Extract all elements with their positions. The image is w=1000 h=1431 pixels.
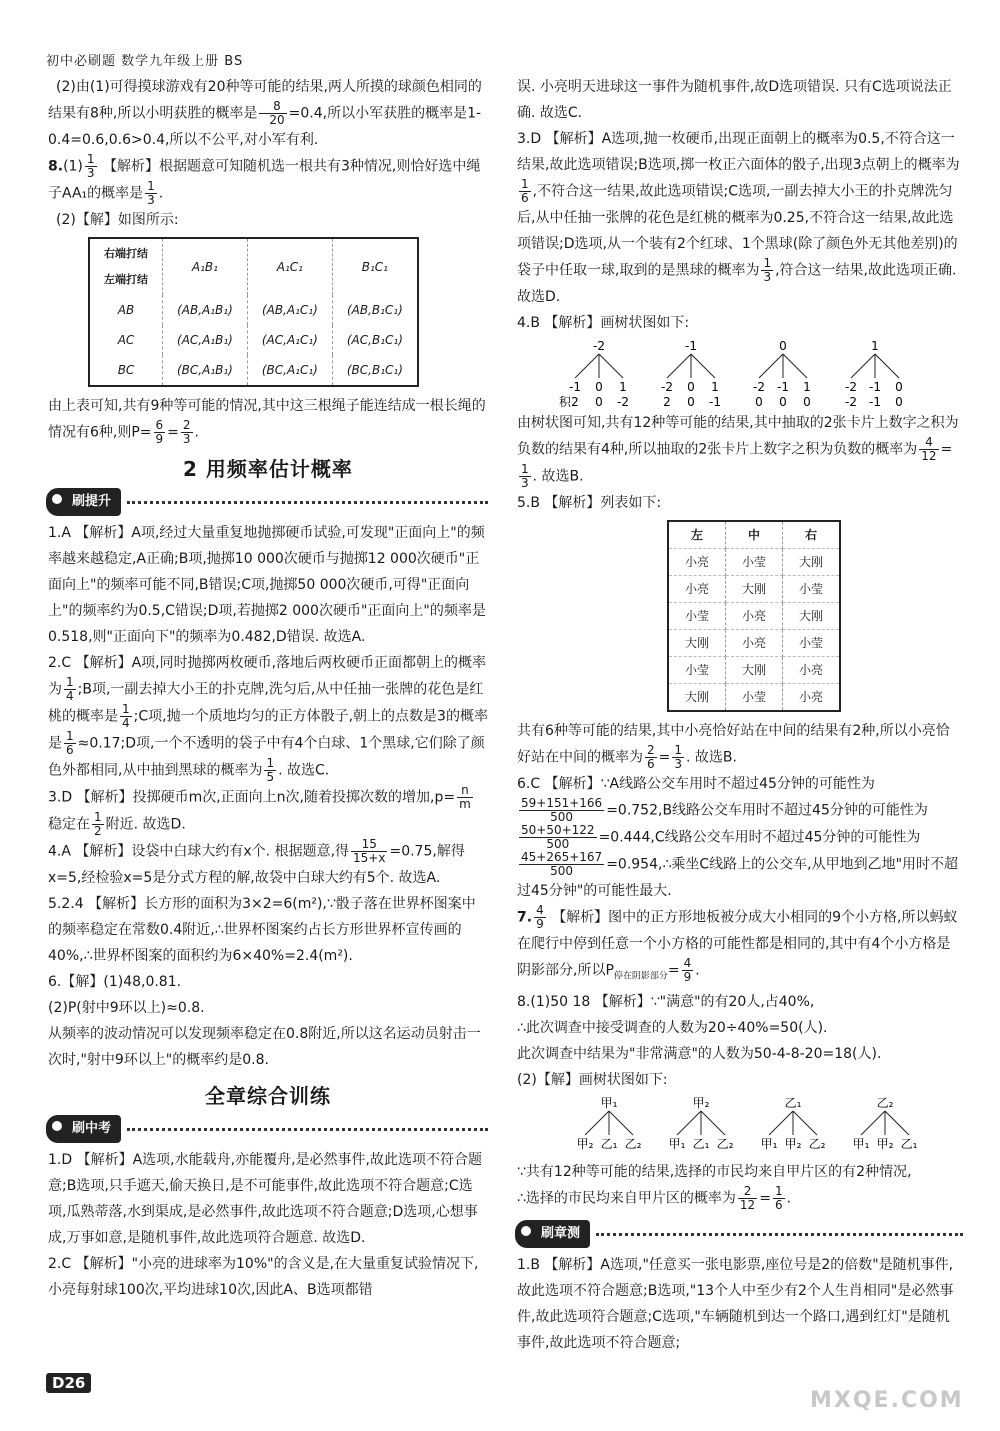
tree-product: -1: [709, 395, 721, 409]
exam-answer-8-line1: 8.(1)50 18 【解析】∵"满意"的有20人,占40%,: [517, 994, 815, 1011]
answer-5: 5.2.4 【解析】长方形的面积为3×2=6(m²),∵骰子落在世界杯图案中的频率稳定在常数0.4附近,∴世界杯图案约占长方形世界杯宣传画的40%,∴世界杯图案的面积约为6×40%=2.4(m²).: [48, 896, 476, 964]
exam-answer-7: 7. $\frac{4}{9}$ 【解析】图中的正方形地板被分成大小相同的9个小方格,所以蚂蚁在爬行中停到任意一个小方格的可能性都是相同的,其中有4个小方格是阴影部分,所以$P_{停在阴影部分}=$ $\frac{4}{9}$ .: [517, 903, 958, 984]
page-number: D26: [46, 1373, 91, 1393]
chapter-test-answer-1: 1.B 【解析】A选项,"任意买一张电影票,座位号是2的倍数"是随机事件,故此选项不符合题意;B选项,"13个人中至少有2个人生肖相同"是必然事件,故此选项符合题意;C选项,"车辆随机到达一个路口,遇到红灯"是随机事件,故此选项不符合题意;: [517, 1257, 954, 1352]
table-row: BC (BC,A₁B₁) (BC,A₁C₁) (BC,B₁C₁): [89, 355, 418, 386]
tree-branch: [691, 354, 715, 378]
answer-3: 3.D 【解析】投掷硬币m次,正面向上n次,随着投掷次数的增加,p= $\frac{n}{m}$ 稳定在 $\frac{1}{2}$ 附近. 故选D.: [48, 783, 471, 838]
tree-leaf: 乙₁: [900, 1137, 918, 1152]
table-row: 小莹 小亮 大刚: [668, 603, 840, 630]
tree-leaf: 0: [895, 380, 903, 394]
tree-leaf: 乙₂: [624, 1137, 642, 1152]
left-column: [48, 74, 488, 1303]
exam-answer-2-cont: 误. 小亮明天进球这一事件为随机事件,故D选项错误. 只有C选项说法正确. 故选C.: [517, 79, 952, 121]
tree-branch: [769, 1111, 793, 1135]
exam-answer-6: 6.C 【解析】∵A线路公交车用时不超过45分钟的可能性为 $\frac{59+151+166}{500}$ =0.752,B线路公交车用时不超过45分钟的可能性为 $\frac{50+50+122}{500}$ =0.444,C线路公交车用时不超过45分钟的可能性为 $\frac{45+265+167}{500}$ =0.954,∴乘坐C线路上的公交车,从甲地到乙地"用时不超过45分钟"的可能性最大.: [517, 776, 959, 899]
tree-leaf: 0: [595, 380, 603, 394]
table-row: 小亮 小莹 大刚: [668, 549, 840, 576]
exam-answer-4: 4.B 【解析】画树状图如下:: [517, 315, 690, 331]
tree-diagram-products: [557, 338, 997, 410]
tree-leaf: 1: [803, 380, 811, 394]
tree-root: 甲₂: [692, 1096, 710, 1111]
q8-part3: 由上表可知,共有9种等可能的情况,其中这三根绳子能连结成一根长绳的情况有6种,则P= $\frac{6}{9}$ = $\frac{2}{3}$ .: [48, 398, 486, 446]
tree-leaf: 甲₁: [668, 1137, 686, 1152]
tree-leaf: 乙₁: [600, 1137, 618, 1152]
exam-answer-8-line4: (2)【解】画树状图如下:: [517, 1072, 668, 1089]
tree-branch: [599, 354, 623, 378]
exam-answer-8-line2: ∴此次调查中接受调查的人数为20÷40%=50(人).: [517, 1020, 828, 1037]
tree-leaf: -2: [845, 380, 857, 394]
tree-branch: [667, 354, 691, 378]
tree-leaf: -1: [777, 380, 789, 394]
section-tag: 刷中考: [46, 1115, 488, 1143]
section-title: 全章综合训练: [205, 1084, 331, 1108]
table-corner: 右端打结 左端打结: [89, 238, 163, 295]
table-row: AB (AB,A₁B₁) (AB,A₁C₁) (AB,B₁C₁): [89, 295, 418, 325]
exam-answer-1: 1.D 【解析】A选项,水能载舟,亦能覆舟,是必然事件,故此选项不符合题意;B选项,只手遮天,偷天换日,是不可能事件,故此选项不符合题意;C选项,瓜熟蒂落,水到渠成,是必然事件,故此选项不符合题意;D选项,心想事成,万事如意,是随机事件,故此选项符合题意. 故选D.: [48, 1152, 482, 1246]
col-header: A₁C₁: [247, 238, 332, 295]
answer-6-part2: (2)P(射中9环以上)≈0.8.: [48, 1000, 205, 1016]
tree-root: -1: [685, 339, 697, 353]
answer-6-part1: 6.【解】(1)48,0.81.: [48, 974, 182, 990]
tree-root: 1: [871, 339, 879, 353]
knot-table: [88, 237, 419, 387]
tree-branch: [609, 1111, 633, 1135]
tree-root: -2: [593, 339, 605, 353]
tree-leaf: 1: [619, 380, 627, 394]
page-header: 初中必刷题 数学九年级上册 BS: [46, 54, 244, 69]
tree-product-label: 积: [559, 395, 572, 409]
tree-branch: [677, 1111, 701, 1135]
q8-part1: 8.(1) $\frac{1}{3}$ 【解析】根据题意可知随机选一根共有3种情况,则恰好选中绳子AA₁的概率是 $\frac{1}{3}$ .: [48, 152, 481, 207]
arrangement-table: 左 中 右 小亮 小莹 大刚 小亮 大刚 小莹 小莹 小亮 大刚 大刚 小亮 小莹 小莹 大刚 小亮 大刚 小莹 小亮: [667, 520, 841, 712]
fraction: $\frac{8}{20}$: [259, 100, 286, 127]
tree-root: 0: [779, 339, 787, 353]
tree-branch: [575, 354, 599, 378]
tree-branch: [759, 354, 783, 378]
exam-answer-8-line6: ∴选择的市民均来自甲片区的概率为 $\frac{2}{12}$ = $\frac{1}{6}$ .: [517, 1184, 792, 1213]
tree-leaf: 甲₁: [760, 1137, 778, 1152]
tree-root: 甲₁: [600, 1096, 618, 1111]
table-row: 大刚 小亮 小莹: [668, 630, 840, 657]
right-column: [517, 74, 963, 1356]
tree-product: 0: [895, 395, 903, 409]
section-title: 2 用频率估计概率: [183, 457, 353, 481]
col-header: A₁B₁: [163, 238, 248, 295]
watermark: MXQE.COM: [810, 1388, 964, 1413]
tree-branch: [861, 1111, 885, 1135]
tree-product: -1: [869, 395, 881, 409]
q8-part2: (2)【解】如图所示:: [56, 212, 179, 228]
exam-answer-8-line5: ∵共有12种等可能的结果,选择的市民均来自甲片区的有2种情况,: [517, 1164, 912, 1181]
tree-root: 乙₂: [876, 1096, 894, 1111]
answer-6-part3: 从频率的波动情况可以发现频率稳定在0.8附近,所以这名运动员射击一次时,"射中9环以上"的概率约是0.8.: [48, 1026, 481, 1068]
tree-leaf: -1: [869, 380, 881, 394]
tree-product: 2: [663, 395, 671, 409]
tree-branch: [783, 354, 807, 378]
exam-answer-5-cont: 共有6种等可能的结果,其中小亮恰好站在中间的结果有2种,所以小亮恰好站在中间的概率为 $\frac{2}{6}$ = $\frac{1}{3}$ . 故选B.: [517, 723, 950, 771]
answer-1: 1.A 【解析】A项,经过大量重复地抛掷硬币试验,可发现"正面向上"的频率越来越稳定,A正确;B项,抛掷10 000次硬币与抛掷12 000次硬币"正面向上"的频率可能不同,B错误;C项,抛掷50 000次硬币,可得"正面向上"的频率约为0.5,C错误;D项,若抛掷2 000次硬币"正面向上"的频率是0.518,则"正面向下"的频率为0.482,D错误. 故选A.: [48, 525, 486, 645]
tree-leaf: -2: [753, 380, 765, 394]
tree-branch: [885, 1111, 909, 1135]
tree-leaf: 甲₁: [852, 1137, 870, 1152]
fraction: $\frac{1}{3}$: [86, 152, 95, 180]
tree-product: 0: [687, 395, 695, 409]
tree-leaf: 乙₂: [716, 1137, 734, 1152]
table-row: 小亮 大刚 小莹: [668, 576, 840, 603]
col-header: B₁C₁: [361, 260, 388, 274]
tree-leaf: -1: [569, 380, 581, 394]
answer-4: 4.A 【解析】设袋中白球大约有x个. 根据题意,得 $\frac{15}{15+x}$ =0.75,解得x=5,经检验x=5是分式方程的解,故袋中白球大约有5个. 故选A.: [48, 837, 465, 886]
exam-answer-3: 3.D 【解析】A选项,抛一枚硬币,出现正面朝上的概率为0.5,不符合这一结果,故此选项错误;B选项,掷一枚正六面体的骰子,出现3点朝上的概率为 $\frac{1}{6}$ ,不符合这一结果,故此选项错误;C选项,一副去掉大小王的扑克牌洗匀后,从中任抽一张牌的花色是红桃的概率为0.25,不符合这一结果,故此选项错误;D选项,从一个装有2个红球、1个黑球(除了颜色外无其他差别)的袋子中任取一球,取到的是黑球的概率为 $\frac{1}{3}$ ,符合这一结果,故此选项正确. 故选D.: [517, 131, 960, 305]
q7-part2: (2)由(1)可得摸球游戏有20种等可能的结果,两人所摸的球颜色相同的结果有8种,所以小明获胜的概率是 $\frac{8}{20}$ =0.4,所以小军获胜的概率是1-0.4=0.6,0.6>0.4,所以不公平,对小军有利.: [48, 79, 482, 148]
tree-leaf: -2: [661, 380, 673, 394]
table-row: 大刚 小莹 小亮: [668, 684, 840, 712]
tree-product: 0: [755, 395, 763, 409]
exam-answer-2: 2.C 【解析】"小亮的进球率为10%"的含义是,在大量重复试验情况下,小亮每射球100次,平均进球10次,因此A、B选项都错: [48, 1256, 479, 1298]
tree-leaf: 乙₂: [808, 1137, 826, 1152]
tree-product: 0: [803, 395, 811, 409]
tree-product: 0: [595, 395, 603, 409]
tree-product: 0: [779, 395, 787, 409]
tree-branch: [793, 1111, 817, 1135]
tree-root: 乙₁: [784, 1096, 802, 1111]
tree-diagram-districts: [567, 1095, 1000, 1157]
tree-branch: [875, 354, 899, 378]
exam-answer-8-line3: 此次调查中结果为"非常满意"的人数为50-4-8-20=18(人).: [517, 1046, 882, 1063]
exam-answer-4-cont: 由树状图可知,共有12种等可能的结果,其中抽取的2张卡片上数字之积为负数的结果有4种,所以抽取的2张卡片上数字之积为负数的概率为 $\frac{4}{12}$ = $\frac{1}{3}$ . 故选B.: [517, 415, 959, 490]
tree-product: -2: [617, 395, 629, 409]
tree-product: -2: [845, 395, 857, 409]
tree-leaf: 1: [711, 380, 719, 394]
answer-2: 2.C 【解析】A项,同时抛掷两枚硬币,落地后两枚硬币正面都朝上的概率为 $\frac{1}{4}$ ;B项,一副去掉大小王的扑克牌,洗匀后,从中任抽一张牌的花色是红桃的概率是 $\frac{1}{4}$ ;C项,抛一个质地均匀的正方体骰子,朝上的点数是3的概率是 $\frac{1}{6}$ ≈0.17;D项,一个不透明的袋子中有4个白球、1个黑球,它们除了颜色外都相同,从中抽到黑球的概率为 $\frac{1}{5}$ . 故选C.: [48, 655, 488, 784]
fraction: $\frac{1}{3}$: [147, 179, 155, 207]
tree-leaf: 甲₂: [784, 1137, 802, 1152]
tree-leaf: 乙₁: [692, 1137, 710, 1152]
exam-answer-5: 5.B 【解析】列表如下:: [517, 495, 662, 511]
tree-leaf: 甲₂: [576, 1137, 594, 1152]
tree-branch: [585, 1111, 609, 1135]
tree-branch: [851, 354, 875, 378]
tree-leaf: 0: [687, 380, 695, 394]
table-row: 小莹 大刚 小亮: [668, 657, 840, 684]
section-tag: 刷提升: [46, 488, 488, 516]
section-tag: 刷章测: [515, 1220, 963, 1248]
tree-leaf: 甲₂: [876, 1137, 894, 1152]
tree-product: 2: [571, 395, 579, 409]
tree-branch: [701, 1111, 725, 1135]
table-row: AC (AC,A₁B₁) (AC,A₁C₁) (AC,B₁C₁): [89, 325, 418, 355]
